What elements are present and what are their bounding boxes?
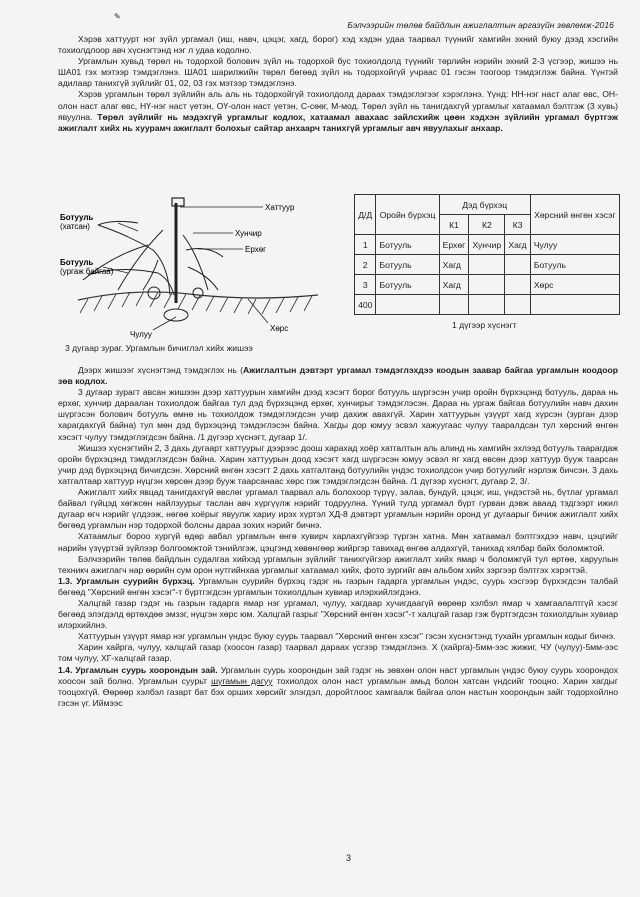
label-erhog: Ерхөг xyxy=(245,245,267,254)
cell xyxy=(505,255,530,275)
header-k2: К2 xyxy=(469,215,505,235)
cell: Хагд xyxy=(439,255,469,275)
stone-shape xyxy=(164,309,188,321)
paragraph-text: Ургамлын суурийн бүрхэц гэдэг нь газрын гадарга ургамлын үндэс, суурь хэсгээр бүрхэгдсэн талбай бөгөөд "Хөрсний өнгөн хэсэг"-т бүртгэгдсэн ургамлын тохиолдлын хувиар илэрхийлэгдэнэ. xyxy=(58,575,619,597)
pin-hattuur xyxy=(172,198,184,303)
cell: Чулуу xyxy=(530,235,619,255)
cell xyxy=(530,295,619,315)
paragraph xyxy=(58,365,618,387)
paragraph: Хатаамлыг бороо хургүй өдөр авбал ургамлын өнгө хувирч харлахгүйгээр түргэн хатна. Мөн хатаамал бэлтгэхдээ навч, цэцгийг нарийн үзүүртэй зүйлээр болгоомжтой тэнийлгэж, цэцгэнд хөвөнгөөр жийргэр тавихад өнгөө алдахгүй, танихад хялбар байх боломжтой. xyxy=(58,531,618,553)
paragraph: Бэлчээрийн төлөв байдлын судалгаа хийхэд ургамлын зүйлийг танихгүйгээр ажиглалт хийх ямар ч боломжгүй тул өртөө, харуулын техникч ажиглагч нар өөрийн сум орон нутгийнхаа ургамлыг хатаамал хийх, фото зургийг авч альбом хийх зэргээр бэлтгэх хэрэгтэй. xyxy=(58,553,618,575)
table-row xyxy=(355,275,620,295)
label-hattuur: Хаттуур xyxy=(265,203,295,212)
cell: Хунчир xyxy=(469,235,505,255)
cell xyxy=(469,295,505,315)
paragraph: Хаттуурын үзүүрт ямар нэг ургамлын үндэс буюу суурь таарвал "Хөрсний өнгөн хэсэг" гэсэн хүснэгтэнд тухайн ургамлын кодыг бичнэ. xyxy=(78,631,616,642)
cell xyxy=(439,295,469,315)
figure-caption: 3 дугаар зураг. Ургамлын бичиглэл хийх жишээ xyxy=(65,343,253,353)
underlined-text: шугамын дагуу xyxy=(211,675,273,686)
paragraph: Хэрэв хаттуурт нэг зүйл ургамал (иш, навч, цэцэг, хагд, борог) хэд хэдэн удаа таарвал түүнийг хамгийн эхний буюу дээд хэсгийн тохиолдлоор авч хүснэгтэнд нэг л удаа кодолно. xyxy=(58,34,618,56)
cell: 2 xyxy=(355,255,376,275)
cell: Ботууль xyxy=(376,255,439,275)
cell: 1 xyxy=(355,235,376,255)
label-hunchir: Хунчир xyxy=(235,229,262,238)
observation-table xyxy=(354,194,620,315)
paragraph: Халцгай газар гэдэг нь газрын гадарга ямар нэг ургамал, чулуу, хагдаар хучигдаагүй өөрөөр хэлбэл ямар ч хамгаалалтгүй хэсэг бөгөөд элэгдэлд өртөхдөө эмзэг, нүцгэн хөрс юм. Халцгай газрыг "Хөрсний өнгөн хэсэг"-т халцгай газар гэж бүртгэгдсэн тохиолдлын хувиар илэрхийлнэ. xyxy=(58,597,618,631)
header-soil-surface: Хөрсний өнгөн хэсэг xyxy=(530,195,619,235)
paragraph: Ажиглалт хийх явцад танигдахгүй өвслөг ургамал таарвал аль болохоор түрүү, залаа, бундуй, цэцэг, иш, үндэстэй нь, бүтлаг ургамал байвал гүйцэд хөгжсөн найлзуурыг таслан авч хүргүүлж нэрийг тодруулна. Үүний тулд ургамал бүрт гурван дэвж аваад тэдгээрт ижил дугаар өгч нэрийг үлдээж, нөгөө хоёрыг явуулж хариу ирэх хүртэл ХД-8 дэвтэрт ургамлын нэрийн оронд уг дугаарыг бичиж ажиглалт хийх бөгөөд ургамлын нэр тодорхой болсны дараа зохих нэрийг бичнэ. xyxy=(58,487,618,531)
label-chuluu: Чулуу xyxy=(130,330,152,339)
bold-note: Ажиглалтын дэвтэрт ургамал тэмдэглэхдээ коодын заавар байгаа ургамлын коодоор зөв кодлох. xyxy=(58,365,619,387)
label-botuul-dry: Ботууль xyxy=(60,213,94,222)
page-number: 3 xyxy=(346,853,352,863)
paragraph: Ургамлын хувьд төрөл нь тодорхой болович зүйл нь тодорхой бус тохиолдолд түүнийг төрлийн нэрийн эхний 2-3 үсгээр, жишээ нь ША01 гэх мэтээр тэмдэглэнэ. ША01 шарилжийн төрөл бөгөөд зүйл нь тодорхойгүй учраас 01 гэсэн тоогоор тэмдэглэж байна. Үүнтэй адилаар танихгүй зүйлийг 01, 02, 03 гэх мэтээр тэмдэглэнэ. xyxy=(58,56,618,89)
cell: Ерхөг xyxy=(439,235,469,255)
cell: Хагд xyxy=(505,235,530,255)
cell: Ботууль xyxy=(376,235,439,255)
cell xyxy=(505,295,530,315)
pen-mark-icon: ✎ xyxy=(114,12,121,21)
cell: Ботууль xyxy=(530,255,619,275)
intro-section xyxy=(58,34,618,134)
cell: Хагд xyxy=(439,275,469,295)
label-botuul-live: Ботууль xyxy=(60,258,94,267)
cell: 3 xyxy=(355,275,376,295)
body-section xyxy=(58,365,618,709)
table-caption: 1 дүгээр хүснэгт xyxy=(452,320,517,330)
paragraph: Харин хайрга, чулуу, халцгай газар (хоосон газар) таарвал дараах үсгээр тэмдэглэнэ. Х (хайрга)-5мм-ээс жижиг, ЧУ (чулуу)-5мм-ээс том чулуу, ХГ-халцгай газар. xyxy=(58,642,618,664)
cell xyxy=(469,255,505,275)
running-header: Бэлчээрийн төлөв байдлын ажиглалтын аргазүйн зөвлөмж-2016 xyxy=(347,20,614,30)
paragraph-text: Хэрэв ургамлын төрөл зүйлийн аль аль нь тодорхойгүй тохиолдолд дараах тэмдэглэгээг хэрэглэнэ. Үүнд: НН-нэг наст алаг өвс, ОН-олон наст алаг өвс, НҮ-нэг наст үетэн, ОҮ-олон наст үетэн, С-сөөг, М-мод. Төрөл зүйл нь танигдахгүй ургамлыг хатаамал бэлтгэж (3 хувь) явуулна. xyxy=(58,89,618,122)
header-k3: К3 xyxy=(505,215,530,235)
section-title: 1.3. Ургамлын суурийн бүрхэц. xyxy=(58,575,195,586)
cell xyxy=(376,295,439,315)
cell xyxy=(505,275,530,295)
section-title: 1.4. Ургамлын суурь хоорондын зай. xyxy=(58,664,218,675)
table-row xyxy=(355,255,620,275)
cell: Ботууль xyxy=(376,275,439,295)
paragraph: Жишээ хүснэгтийн 2, 3 дахь дугаарт хаттуурыг дээрээс доош харахад хоёр хатгалтын аль алинд нь хамгийн эхлээд ботууль таарагдаж оройн бүрхэцэнд тэмдэглэгдсэн байна. Харин хаттуурын доод хэсэгт хагд шүргэсэн юмуу эсвэл яг хагд өвсөн дээр хаттуур бууж таарсан учир дэд бүрхэцэнд бичигдсэн. Хөрсний өнгөн хэсэгт 2 дахь хатгалтанд ботуулийн үндэс тохиолдсон учир ботуулийг нэрлэж бичсэн. 3 дахь хатгалтаар хаттуур нүцгэн хөрсөн дээр бууж таарсанаас хөрс гэж тэмдэглэгдсэн байна. /1 дүгээр хүснэгт, дугаар 2, 3/. xyxy=(58,442,618,486)
figure-plant-pinning xyxy=(58,195,350,345)
section-1-4 xyxy=(58,665,618,709)
paragraph-text: тохиолдох олон наст ургамлын амьд болон хатсан үндсийг тооцно. Харин хагдыг тооцохгүй. Өөрөөр хэлбэл газарт бат бэх орших хөрсийг элэгдэл, доройтлоос хамгаалж байгаа олон настын хоорондын зайг тодорхойлно гэсэн үг. Иймээс xyxy=(58,675,618,708)
table-row xyxy=(355,235,620,255)
label-botuul-dry-sub: (хатсан) xyxy=(60,222,90,231)
header-dd: Д/Д xyxy=(355,195,376,235)
header-top-cover: Оройн бүрхэц xyxy=(376,195,439,235)
table-row xyxy=(355,295,620,315)
header-sub-cover: Дэд бүрхэц xyxy=(439,195,530,215)
bold-note: Төрөл зүйлийг нь мэдэхгүй ургамлыг кодлох, хатаамал авахаас зайлсхийж цөөн хэдхэн зүйлийн ургамал бүртгэж ажиглалт хийх нь хуурамч ажиглалт болохыг сайтар анхаарч танихгүй ургамлыг авч явуулахыг анхаар. xyxy=(58,111,619,133)
label-botuul-live-sub: (ургаж байгаа) xyxy=(60,267,114,276)
label-hors: Хөрс xyxy=(270,324,289,333)
paragraph-text: Дээрх жишээг хүснэгтэнд тэмдэглэх нь ( xyxy=(78,365,243,375)
paragraph: 3 дугаар зурагт авсан жишээн дээр хаттуурын хамгийн дээд хэсэгт борог ботууль шүргэсэн учир оройн бүрхэцэнд ботууль, дараа нь ерхөг, хунчир дараалан тохиолдож байгаа тул дэд бүрхэцэнд ерхөг, хунчирыг тэмдэглэсэн. Дараа нь ургаж байгаа ботуулийн навч дахин шүргэсэн болович ботууль өмнө нь тохиолдож тэмдэглэгдсэн учир дахиж авахгүй. Харин хаттуурын үзүүрт хагд хүрсэн (зурган дээр харагдахгүй байна) тул мөн дэд бүрхэцэнд тэмдэглэсэн байна. Хагды дор юмуу эсвэл хажуугаас чулуу тааралдсан тул хөрсний өнгөн хэсэгт чулуу тэмдэглэгдсэн байна. /1 дүгээр хүснэгт, дугаар 1/. xyxy=(58,387,618,442)
cell: Хөрс xyxy=(530,275,619,295)
cell xyxy=(469,275,505,295)
cell: 400 xyxy=(355,295,376,315)
figure-illustration xyxy=(58,195,350,345)
ground-hatching xyxy=(78,291,318,314)
paragraph xyxy=(58,89,618,133)
paragraph-text: Ургамлын суурь хоорондын зай гэдэг нь зөвхөн олон наст ургамлын үндэс буюу суурь хоорондох хоосон зай болно. Ургамлын суурьт xyxy=(58,664,619,686)
header-k1: К1 xyxy=(439,215,469,235)
section-1-3 xyxy=(58,576,618,598)
